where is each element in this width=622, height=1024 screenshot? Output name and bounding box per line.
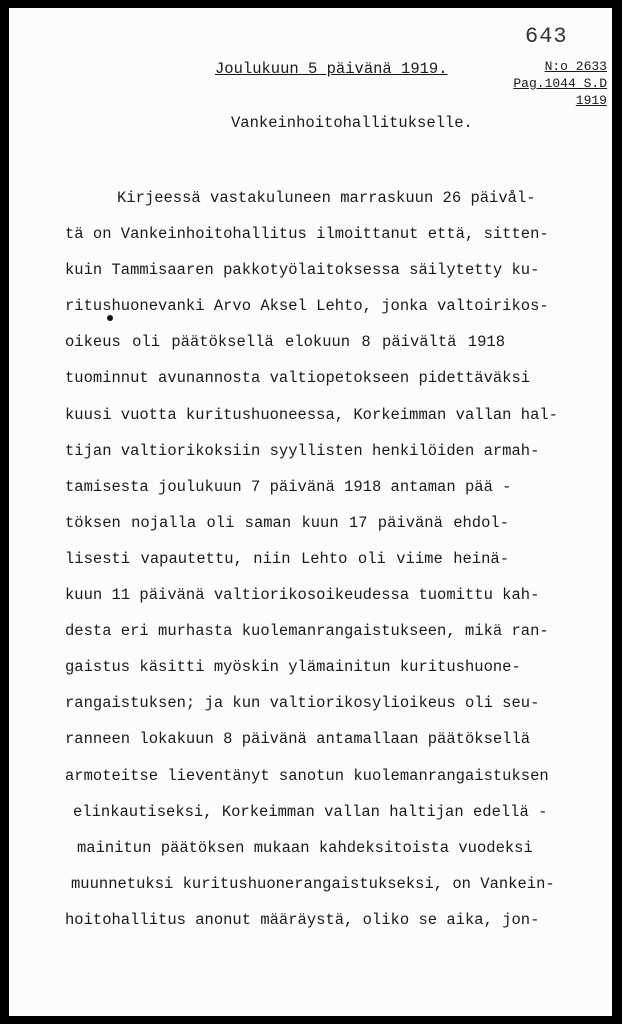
body-line: desta eri murhasta kuolemanrangaistukseen, mikä ran- [65,622,549,641]
reference-page: Pag.1044 S.D [513,76,607,91]
body-line: oikeus oli päätöksellä elokuun 8 päivältä 1918 [65,333,505,352]
body-line: ranneen lokakuun 8 päivänä antamallaan päätöksellä [65,730,531,749]
reference-number: N:o 2633 [544,59,607,74]
body-line: ritushuonevanki Arvo Aksel Lehto, jonka valtoirikos- [65,297,549,316]
body-line: armoteitse lieventänyt sanotun kuolemanrangaistuksen [65,766,549,785]
body-line: tuominnut avunannosta valtiopetokseen pidettäväksi [65,369,531,388]
body-line: elinkautiseksi, Korkeimman vallan haltijan edellä - [73,802,548,821]
reference-year: 1919 [575,93,607,108]
folio-number: 643 [525,24,568,49]
body-line: lisesti vapautettu, niin Lehto oli viime heinä- [65,549,509,568]
reference-block [503,58,607,109]
body-line: rangaistuksen; ja kun valtiorikosylioikeus oli seu- [65,694,540,713]
addressee: Vankeinhoitohallitukselle. [231,114,473,132]
body-line: hoitohallitus anonut määräystä, oliko se aika, jon- [65,910,540,929]
body-line: kuin Tammisaaren pakkotyölaitoksessa säilytetty ku- [65,261,540,280]
body-line: tijan valtiorikoksiin syyllisten henkilöiden armah- [65,441,540,460]
body-line: kuusi vuotta kuritushuoneessa, Korkeimman vallan hal- [65,405,558,424]
body-line: gaistus käsitti myöskin ylämainitun kuritushuone- [65,658,521,677]
body-line: kuun 11 päivänä valtiorikosoikeudessa tuomittu kah- [65,586,540,605]
date-line: Joulukuun 5 päivänä 1919. [215,60,448,78]
body-line: tä on Vankeinhoitohallitus ilmoittanut että, sitten- [65,225,549,244]
body-line: Kirjeessä vastakuluneen marraskuun 26 päivål- [117,189,536,207]
body-line: töksen nojalla oli saman kuun 17 päivänä ehdol- [65,513,509,532]
document-page [9,8,612,1016]
body-line: muunnetuksi kuritushuonerangaistukseksi, on Vankein- [71,874,555,893]
letter-body [65,180,558,938]
body-line: mainitun päätöksen mukaan kahdeksitoista vuodeksi [77,838,533,857]
body-line: tamisesta joulukuun 7 päivänä 1918 antaman pää - [65,477,512,496]
